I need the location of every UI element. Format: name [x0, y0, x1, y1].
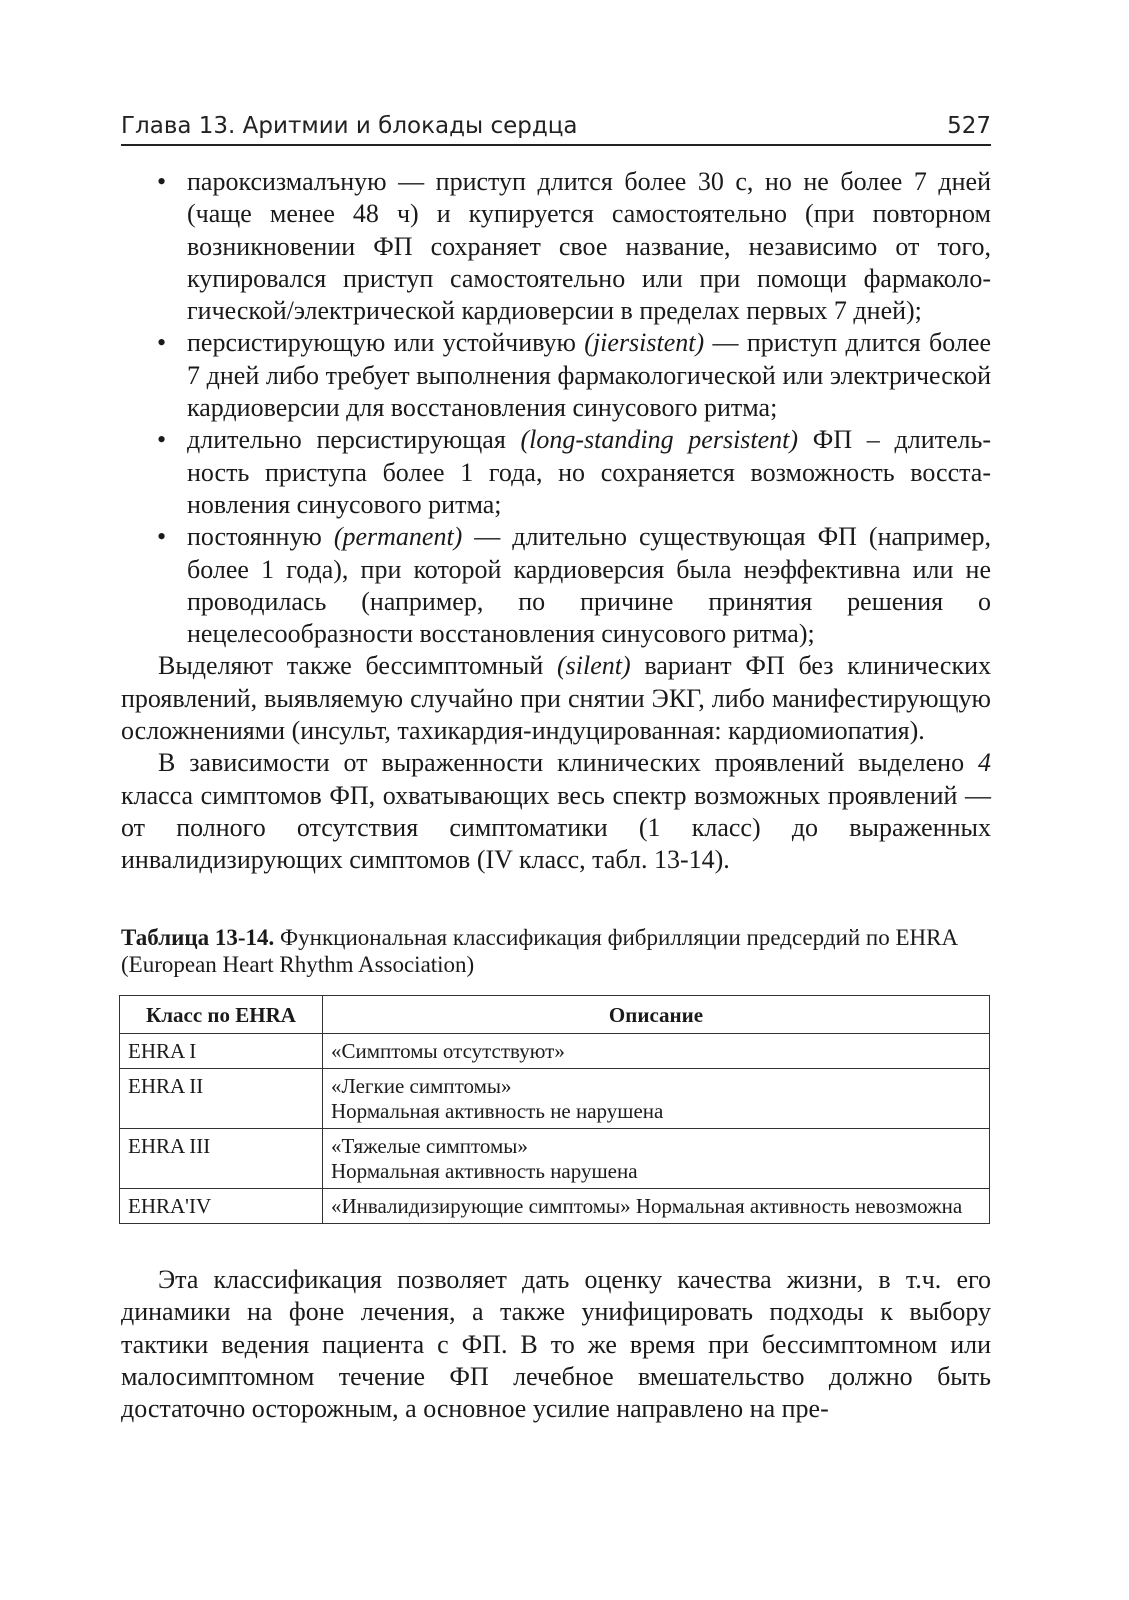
table-row [120, 1129, 990, 1189]
list-item: • длительно персистирующая (long-standing persistent) ФП – длительность приступа более 1 года, но сохраняется возможность восстановления синусового ритма; [157, 425, 992, 519]
description-cell: «Инвалидизирующие симптомы» Нормальная активность невозможна [323, 1189, 990, 1224]
description-cell: «Симптомы отсутствуют» [323, 1034, 990, 1069]
bullet-icon: • [157, 522, 167, 552]
table-label: Таблица 13-14. [121, 925, 275, 950]
ehra-class-cell: EHRA III [120, 1129, 323, 1189]
english-term: (jiersistent) [584, 328, 705, 358]
paragraph-classification-use: Эта классификация позволяет дать оценку качества жизни, в т.ч. его динамики на фоне лечения, а также унифицировать подходы к выбору тактики ведения пациента с ФП. В то же время при бессимптомном или малосимптомном течение ФП лечебное вмешательство должно быть достаточно осторожным, а основное усилие направлено на пре- [121, 1265, 991, 1424]
table-caption: Таблица 13-14. Функциональная классификация фибрилляции предсердий по EHRA (European Heart Rhythm Association) [121, 925, 957, 977]
paragraph-symptom-classes: В зависимости от выраженности клинических проявлений выделено 4 класса симптомов ФП, охватывающих весь спектр возможных проявлений — от полного отсутствия симптоматики (1 класс) до выраженных инвалидизирующих симптомов (IV класс, табл. 13-14). [121, 748, 991, 875]
ehra-table [119, 995, 990, 1224]
table-row [120, 1189, 990, 1224]
english-term: (long-standing persistent) [520, 425, 799, 455]
english-term: (silent) [557, 651, 631, 681]
list-item: • пароксизмалъную — приступ длится более 30 с, но не более 7 дней (чаще менее 48 ч) и купируется самостоятельно (при повторном возникновении ФП сохраняет свое название, независимо от того, купировался приступ самостоятельно или при помощи фармакологической/электрической кардиоверсии в пределах первых 7 дней); [157, 167, 991, 326]
page-number: 527 [947, 113, 991, 139]
running-header [121, 108, 991, 146]
column-header-description: Описание [323, 996, 990, 1034]
paragraph-silent-af: Выделяют также бессимптомный (silent) вариант ФП без клинических проявлений, выявляемую случайно при снятии ЭКГ, либо манифестирующую осложнениями (инсульт, тахикардия-индуцированная: кардиомиопатия). [121, 651, 992, 746]
english-term: (permanent) [333, 522, 463, 552]
list-item: • персистирующую или устойчивую (jiersistent) — приступ длится более 7 дней либо требует выполнения фармакологической или электрической кардиоверсии для восстановления синусового ритма; [157, 328, 991, 423]
af-forms-list [121, 166, 991, 650]
bullet-icon: • [157, 328, 167, 358]
table-row [120, 1034, 990, 1069]
closing-text [121, 1264, 991, 1425]
main-text [121, 166, 991, 877]
ehra-class-cell: EHRA I [120, 1034, 323, 1069]
list-item: • постоянную (permanent) — длительно существующая ФП (например, более 1 года), при которой кардиоверсия была неэффективна или не проводилась (например, по причине принятия решения о нецелесообразности восстановления синусового ритма); [157, 522, 991, 649]
table-header-row [120, 996, 990, 1034]
bullet-icon: • [157, 425, 167, 455]
ehra-class-cell: EHRA II [120, 1069, 323, 1129]
column-header-class: Класс по EHRA [120, 996, 323, 1034]
bullet-icon: • [157, 167, 167, 196]
table-row [120, 1069, 990, 1129]
ehra-class-cell: EHRA'IV [120, 1189, 323, 1224]
description-cell: «Тяжелые симптомы» Нормальная активность нарушена [323, 1129, 990, 1189]
description-cell: «Легкие симптомы» Нормальная активность не нарушена [323, 1069, 990, 1129]
chapter-title: Глава 13. Аритмии и блокады сердца [121, 113, 578, 139]
